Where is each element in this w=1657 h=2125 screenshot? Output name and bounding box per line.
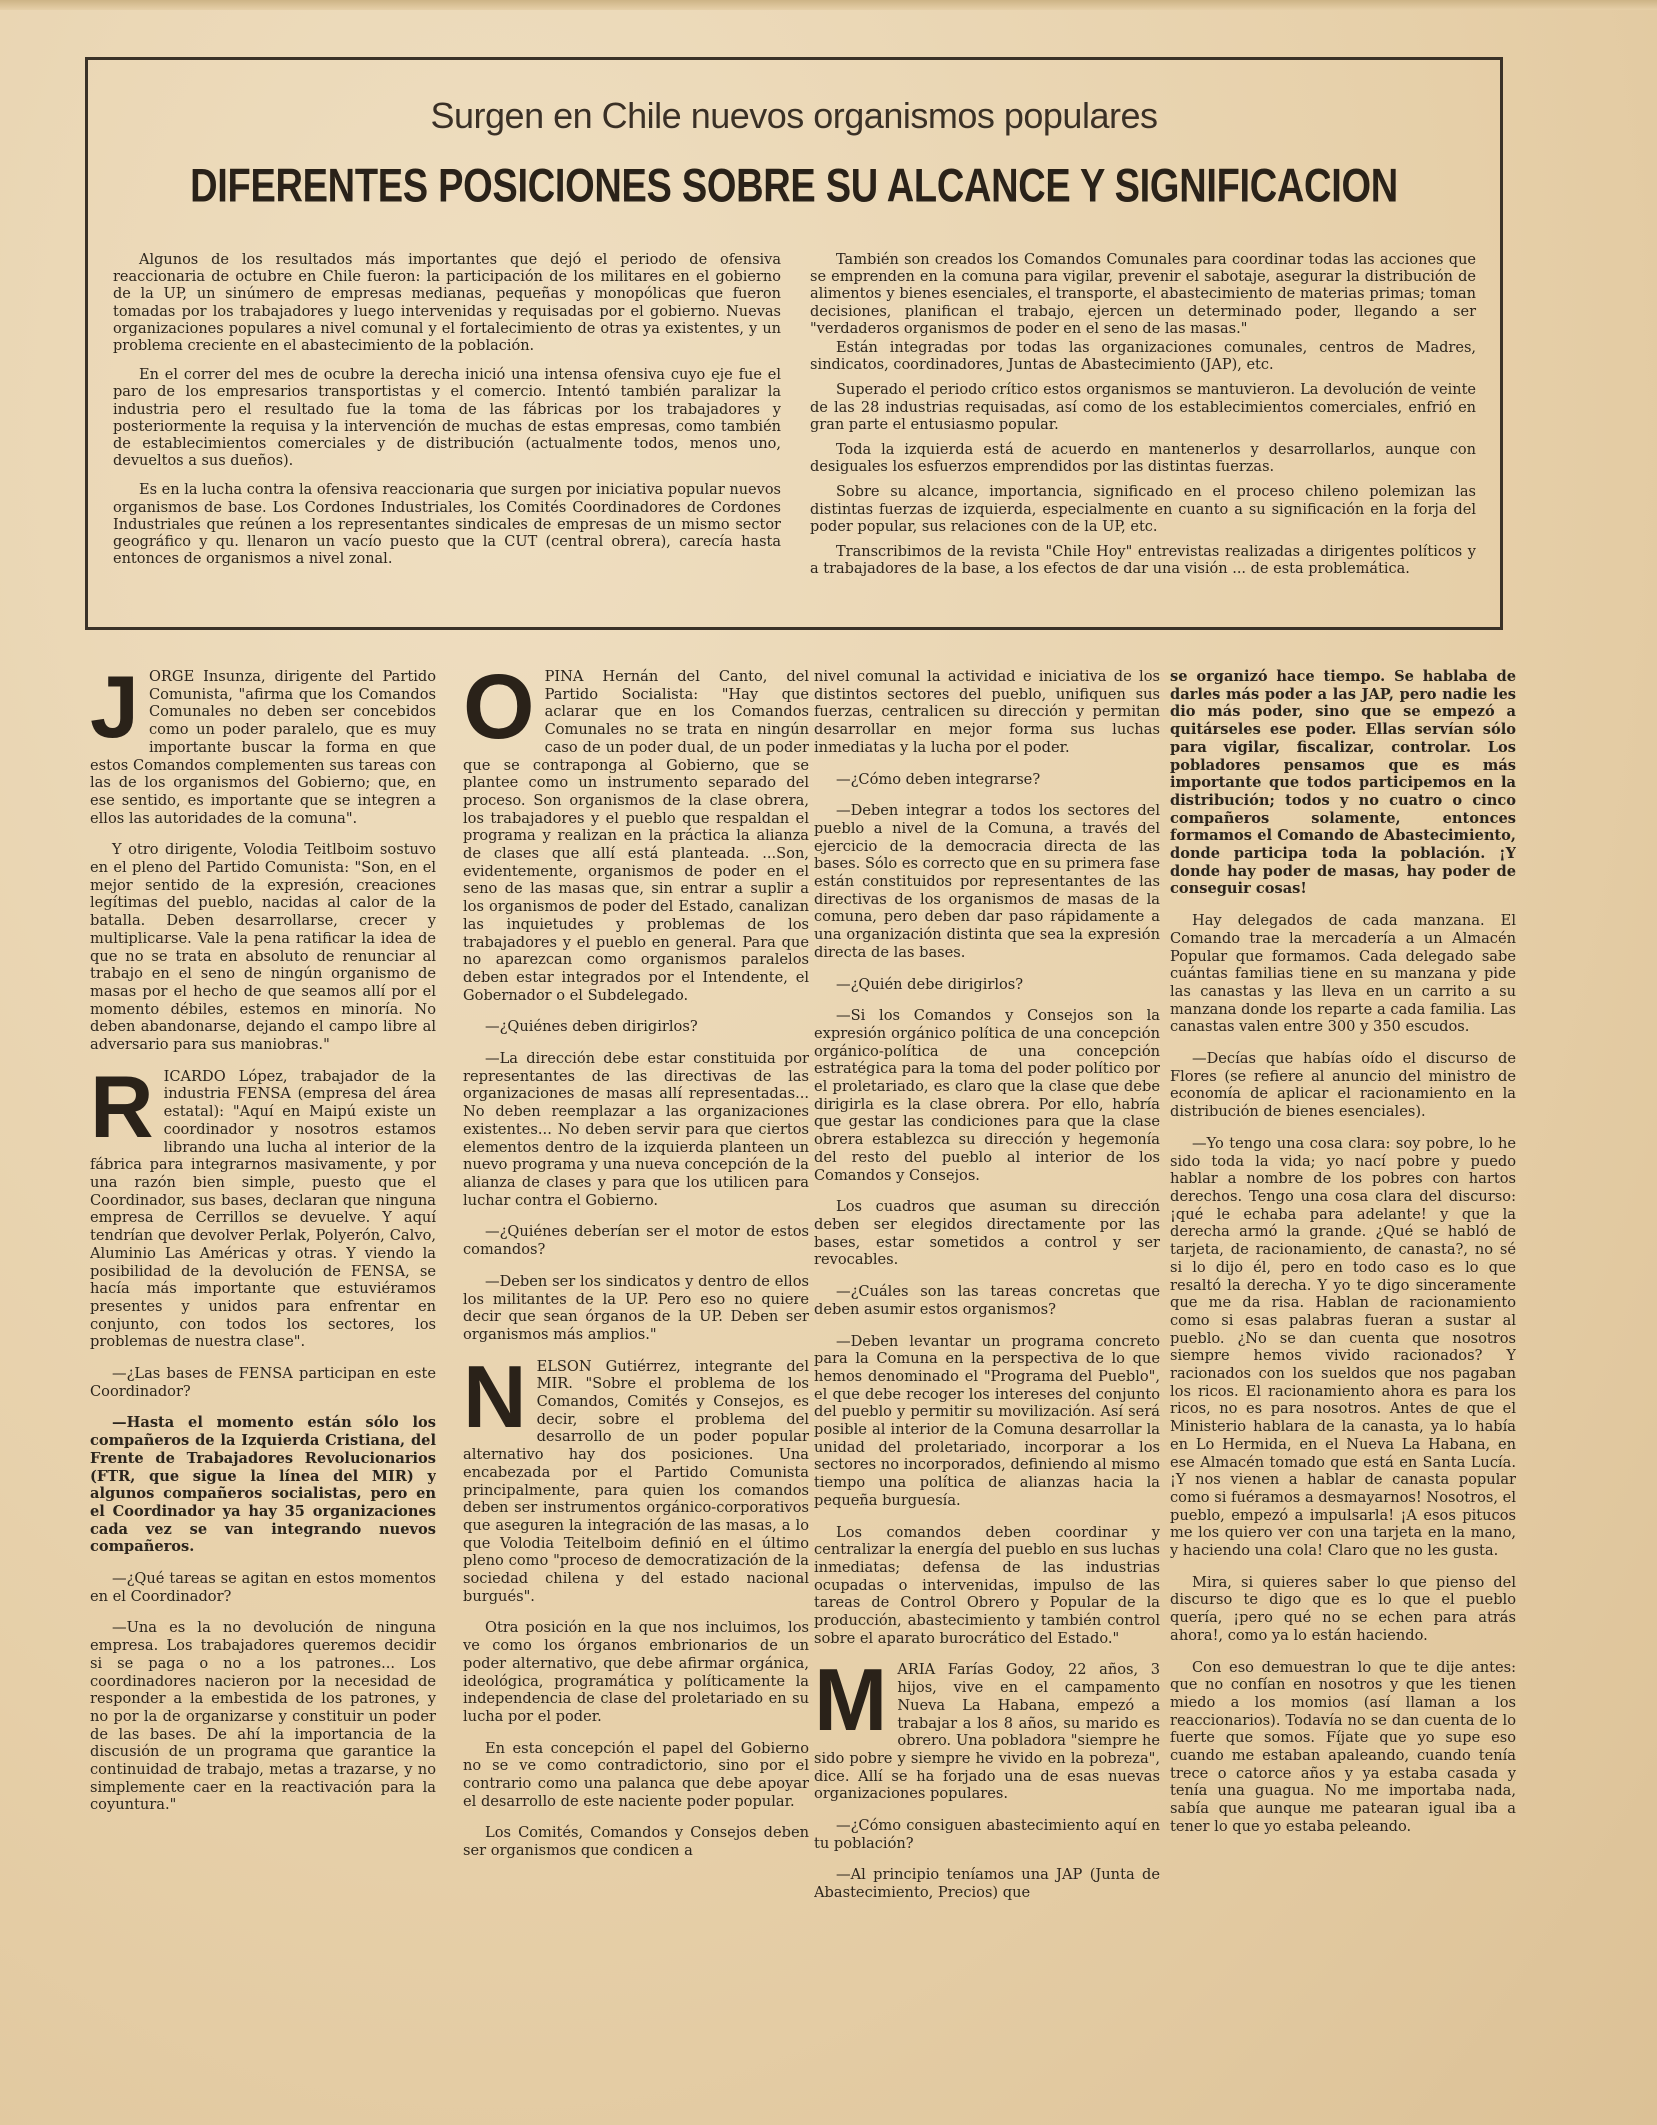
question: —¿Qué tareas se agitan en estos momentos en el Coordinador? (90, 1570, 436, 1605)
ricardo-text: ICARDO López, trabajador de la industria FENSA (empresa del área estatal): "Aquí en Maipú existe un coordinador y nosotros estamos librando una lucha al interior de la fábrica para integrarnos masivamente, y por una razón bien simple, puesto que el Coordinador, sus bases, declaran que ninguna empresa de Cerrillos se devuelve. Y aquí tendrían que devolver Perlak, Polyerón, Calvo, Aluminio Las Américas y otras. Y viendo la posibilidad de la devolución de FENSA, se hacía más importante que estuviéramos presentes y unidos para enfrentar en conjunto, con todos los sectores, los problemas de nuestra clase". (90, 1067, 436, 1351)
question: —¿Cuáles son las tareas concretas que deben asumir estos organismos? (814, 1283, 1160, 1318)
drop-cap-n: N (463, 1346, 527, 1446)
paragraph: En esta concepción el papel del Gobierno no se ve como contradictorio, sino por el contrario como una palanca que debe apoyar el desarrollo de este naciente poder popular. (463, 1739, 809, 1810)
article-column-3 (814, 668, 1160, 1968)
paragraph-maria (814, 1650, 1160, 1803)
question: —¿Quién debe dirigirlos? (836, 975, 1024, 993)
drop-cap-m: M (814, 1650, 888, 1750)
intro-paragraph: Están integradas por todas las organizaciones comunales, centros de Madres, sindicatos, coordinadores, Juntas de Abastecimiento (JAP), etc. (810, 340, 1476, 374)
intro-paragraph: Es en la lucha contra la ofensiva reaccionaria que surgen por iniciativa popular nuevos organismos de base. Los Cordones Industriales, los Comités Coordinadores de Cordones Industriales que reúnen a los representantes sindicales de empresas de un mismo sector geográfico y qu. llenaron un vacío puesto que la CUT (central obrera), carecía hasta entonces de organismos a nivel zonal. (113, 482, 781, 568)
paragraph: Los Comités, Comandos y Consejos deben ser organismos que condicen a (463, 1824, 809, 1860)
drop-cap-r: R (90, 1056, 154, 1156)
intro-paragraph: Sobre su alcance, importancia, significado en el proceso chileno polemizan las distintas fuerzas de izquierda, especialmente en cuanto a su significación en la forja del poder popular, sus relaciones con de la UP, etc. (810, 484, 1476, 535)
answer: —Deben ser los sindicatos y dentro de ellos los militantes de la UP. Pero eso no quiere decir que sean órganos de la UP. Deben ser organismos más amplios." (463, 1272, 809, 1343)
answer: —Si los Comandos y Consejos son la expresión orgánico política de una concepción orgánico-política de una concepción estratégica para la toma del poder político por el proletariado, es claro que la clase que debe dirigirla es la clase obrera. Por ello, habría que gestar las condiciones para que la clase obrera establezca su dirección y hegemonía del resto del pueblo al interior de los Comandos y Consejos. (814, 1007, 1160, 1184)
answer: —La dirección debe estar constituida por representantes de las directivas de las organizaciones de masas allí representadas... No deben reemplazar a las organizaciones existentes... No deben servir para que ciertos elementos dentro de la izquierda planteen un nuevo programa y una nueva concepción de la alianza de clases y para que los utilicen para luchar contra el Gobierno. (463, 1050, 809, 1209)
paragraph: nivel comunal la actividad e iniciativa de los distintos sectores del pueblo, unifiquen sus fuerzas, centralicen su dirección y permitan desarrollar en mejor forma sus luchas inmediatas y la lucha por el poder. (814, 668, 1160, 756)
paragraph: Mira, si quieres saber lo que pienso del discurso te digo que es lo que el pueblo quería, ¡pero qué no se echen para atrás ahora!, como ya lo están haciendo. (1170, 1573, 1516, 1644)
answer: —Deben levantar un programa concreto para la Comuna en la perspectiva de lo que hemos denominado el "Programa del Pueblo", el que debe recoger los intereses del conjunto del pueblo y permitir su movilización. Así será posible al interior de la Comuna desarrollar la unidad del proletariado, incorporar a los sectores no incorporados, definiendo al mismo tiempo una política de alianzas hacia la pequeña burguesía. (814, 1332, 1160, 1509)
article-column-4 (1170, 668, 1516, 1968)
drop-cap-j: J (90, 668, 139, 756)
intro-left-column (113, 252, 781, 580)
question: —¿Cómo consiguen abastecimiento aquí en tu población? (814, 1817, 1160, 1852)
paragraph: Los cuadros que asuman su dirección deben ser elegidos directamente por las bases, estar sometidos a control y ser revocables. (814, 1198, 1160, 1269)
intro-paragraph: Toda la izquierda está de acuerdo en mantenerlos y desarrollarlos, aunque con desiguales los esfuerzos emprendidos por las distintas fuerzas. (810, 442, 1476, 476)
intro-paragraph: También son creados los Comandos Comunales para coordinar todas las acciones que se emprenden en la comuna para vigilar, prevenir el sabotaje, asegurar la distribución de alimentos y bienes esenciales, el transporte, el abastecimiento de materias primas; toman decisiones, planifican el trabajo, ejercen un determinado poder, llegando a ser "verdaderos organismos de poder en el seno de las masas." (810, 252, 1476, 337)
answer: —Yo tengo una cosa clara: soy pobre, lo he sido toda la vida; yo nací pobre y puedo hablar a nombre de los pobres con hartos derechos. Tengo una cosa clara del discurso: ¡qué le echaba para adelante! y que la derecha armó la grande. ¿Qué se habló de tarjeta, de racionamiento, de canasta?, no sé si lo dijo él, pero en todo caso es lo que resaltó la derecha. Y yo te digo sinceramente que me da risa. Hablan de racionamiento como si esas palabras fueran a sustar al pueblo. ¿No se dan cuenta que nosotros siempre hemos vivido racionados? Y racionados con los sueldos que nos pagaban los ricos. El racionamiento ahora es para los ricos, no es para nosotros. Antes de que el Ministerio hablara de la canasta, ya lo había en Lo Hermida, en el Nueva La Habana, en ese Almacén tomado que está en Santa Lucía. ¡Y nos vienen a hablar de canasta popular como si fuéramos a desmayarnos! Nosotros, el pueblo, empezó a impulsarla! ¡A esos pitucos me los quiero ver con una tarjeta en la mano, y haciendo una cola! Claro que no les gusta. (1170, 1134, 1516, 1560)
question: —¿Quiénes deben dirigirlos? (485, 1018, 698, 1036)
opina-text: PINA Hernán del Canto, del Partido Socialista: "Hay que aclarar que en los Comandos Comunales no se trata en ningún caso de un poder dual, de un poder que se contraponga al Gobierno, que se plantee como un instrumento separado del proceso. Son organismos de la clase obrera, los trabajadores y el pueblo que respaldan el programa y realizan en la práctica la alianza de clases que allí está planteada. ...Son, evidentemente, organismos de poder en el seno de las masas que, sin entrar a suplir a los organismos de poder del Estado, canalizan las inquietudes y problemas de los trabajadores y el pueblo en general. Para que no aparezcan como organismos paralelos deben estar integrados por el Intendente, el Gobernador o el Subdelegado. (463, 668, 809, 1004)
paragraph-opina (463, 668, 809, 1004)
paragraph-ricardo (90, 1056, 436, 1351)
intro-paragraph: Algunos de los resultados más importantes que dejó el periodo de ofensiva reaccionaria de octubre en Chile fueron: la participación de los militares en el gobierno de la UP, un sinúmero de empresas medianas, pequeñas y monopólicas que fueron tomadas por los trabajadores y luego intervenidas y requisadas por el gobierno. Nuevas organizaciones populares a nivel comunal y el fortalecimiento de otras ya existentes, y un problema creciente en el abastecimiento de la población. (113, 252, 781, 355)
question: —¿Cómo deben integrarse? (836, 770, 1041, 788)
question: —¿Las bases de FENSA participan en este Coordinador? (90, 1365, 436, 1400)
article-column-2 (463, 668, 809, 1968)
answer: —Deben integrar a todos los sectores del pueblo a nivel de la Comuna, a través del ejercicio de la democracia directa de las bases. Sólo es correcto que en su primera fase están constituidos por representantes de las directivas de los organismos de masas de la comuna, pero deben dar paso rápidamente a una organización distinta que sea la expresión directa de las bases. (814, 802, 1160, 961)
question: —¿Quiénes deberían ser el motor de estos comandos? (463, 1223, 809, 1259)
page-top-edge (0, 0, 1657, 10)
kicker-title: Surgen en Chile nuevos organismos populares (430, 95, 1158, 136)
jorge-text: ORGE Insunza, dirigente del Partido Comunista, "afirma que los Comandos Comunales no deben ser concebidos como un poder paralelo, que es muy importante buscar la forma en que estos Comandos complementen sus tareas con las de los organismos del Gobierno; que, en ese sentido, es importante que se integren a ellos las autoridades de la comuna". (90, 668, 436, 827)
paragraph: Y otro dirigente, Volodia Teitlboim sostuvo en el pleno del Partido Comunista: "Son, en el mejor sentido de la expresión, creaciones legítimas del pueblo, nacidas al calor de la batalla. Deben desarrollarse, crecer y multiplicarse. Vale la pena ratificar la idea de que no se trata en absoluto de renunciar al trabajo en el seno de ningún organismo de masas por el hecho de que seamos allí por el momento débiles, estemos en minoría. No deben abandonarse, dejando el campo libre al adversario para sus maniobras." (90, 841, 436, 1054)
nelson-text: ELSON Gutiérrez, integrante del MIR. "Sobre el problema de los Comandos, Comités y Consejos, es decir, sobre el problema del desarrollo de un poder popular alternativo hay dos posiciones. Una encabezada por el Partido Comunista principalmente, para quien los comandos deben ser instrumentos orgánico-corporativos que aseguren la integración de las masas, a lo que Volodia Teitelboim definió en el último pleno como "proceso de democratización de la sociedad chilena y del estado nacional burgués". (463, 1357, 809, 1605)
answer: —Una es la no devolución de ninguna empresa. Los trabajadores queremos decidir si se paga o no a los patrones... Los coordinadores nacieron por la necesidad de responder a la embestida de los patrones, y no por la de organizarse y constituir un poder de las bases. De ahí la importancia de la discusión de un programa que garantice la continuidad de trabajo, metas a trazarse, y no simplemente caer en la reactivación para la coyuntura." (90, 1619, 436, 1814)
paragraph-nelson (463, 1346, 809, 1606)
answer: —Al principio teníamos una JAP (Junta de Abastecimiento, Precios) que (814, 1866, 1160, 1902)
drop-cap-o: O (463, 668, 535, 758)
intro-right-column (810, 252, 1476, 590)
article-column-1 (90, 668, 436, 1968)
intro-paragraph: En el correr del mes de ocubre la derecha inició una intensa ofensiva cuyo eje fue el paro de los empresarios transportistas y el comercio. Intentó también paralizar la industria pero el resultado fue la toma de las fábricas por los trabajadores y posteriormente la requisa y la intervención de muchas de estas empresas, como también de establecimientos comerciales y de distribución (actualmente todos, menos uno, devueltos a sus dueños). (113, 367, 781, 470)
intro-box (85, 57, 1503, 630)
paragraph: Hay delegados de cada manzana. El Comando trae la mercadería a un Almacén Popular que formamos. Cada delegado sabe cuántas familias tiene en su manzana y pide las canastas y las lleva en un carrito a su manzana donde los reparte a cada familia. Las canastas valen entre 300 y 350 escudos. (1170, 912, 1516, 1036)
paragraph: Con eso demuestran lo que te dije antes: que no confían en nosotros y que les tienen miedo a los momios (así llaman a los reaccionarios). Todavía no se dan cuenta de lo fuerte que somos. Fíjate que yo supe eso cuando me estaban apaleando, cuando tenía trece o catorce años y ya estaba casada y tenía una guagua. No me importaba nada, sabía que aunque me patearan igual iba a tener lo que yo estaba peleando. (1170, 1658, 1516, 1835)
maria-text: ARIA Farías Godoy, 22 años, 3 hijos, vive en el campamento Nueva La Habana, empezó a trabajar a los 8 años, su marido es obrero. Una pobladora "siempre he sido pobre y siempre he vivido en la pobreza", dice. Allí se ha forjado una de esas nuevas organizaciones populares. (814, 1661, 1160, 1803)
paragraph: Otra posición en la que nos incluimos, los ve como los órganos embrionarios de un poder alternativo, que debe afirmar orgánica, ideológica, programática y políticamente la independencia de clase del proletariado en su lucha por el poder. (463, 1619, 809, 1725)
intro-paragraph: Superado el periodo crítico estos organismos se mantuvieron. La devolución de veinte de las 28 industrias requisadas, así como de los establecimientos comerciales, enfrió en gran parte el entusiasmo popular. (810, 382, 1476, 433)
intro-paragraph: Transcribimos de la revista "Chile Hoy" entrevistas realizadas a dirigentes políticos y a trabajadores de la base, a los efectos de dar una visión ... de esta problemática. (810, 544, 1476, 578)
answer: —Hasta el momento están sólo los compañeros de la Izquierda Cristiana, del Frente de Trabajadores Revolucionarios (FTR, que sigue la línea del MIR) y algunos compañeros socialistas, pero en el Coordinador ya hay 35 organizaciones cada vez se van integrando nuevos compañeros. (90, 1414, 436, 1556)
paragraph: se organizó hace tiempo. Se hablaba de darles más poder a las JAP, pero nadie les dio más poder, sino que se empezó a quitárseles ese poder. Ellas servían sólo para vigilar, fiscalizar, controlar. Los pobladores pensamos que es más importante que todos participemos en la distribución; todos y no cuatro o cinco compañeros solamente, entonces formamos el Comando de Abastecimiento, donde participa toda la población. ¡Y donde hay poder de masas, hay poder de conseguir cosas! (1170, 668, 1516, 898)
paragraph: Los comandos deben coordinar y centralizar la energía del pueblo en sus luchas inmediatas; defensa de las industrias ocupadas o intervenidas, impulso de las tareas de Control Obrero y Popular de la producción, abastecimiento y también control sobre el aparato burocrático del Estado." (814, 1523, 1160, 1647)
headline: DIFERENTES POSICIONES SOBRE SU ALCANCE Y SIGNIFICACION (190, 160, 1398, 213)
question: —Decías que habías oído el discurso de Flores (se refiere al anuncio del ministro de economía de aplicar el racionamiento en la distribución de bienes esenciales). (1170, 1050, 1516, 1121)
paragraph-jorge (90, 668, 436, 827)
